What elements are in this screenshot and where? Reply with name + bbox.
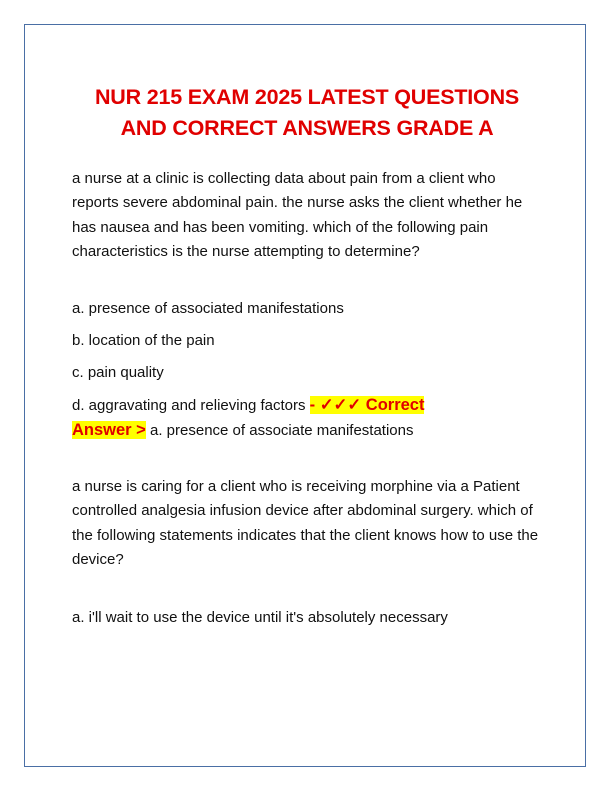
option-d: d. aggravating and relieving factors: [72, 397, 306, 415]
title-line-1: NUR 215 EXAM 2025 LATEST QUESTIONS: [94, 85, 520, 109]
option-a: a. presence of associated manifestations: [72, 300, 344, 318]
q2-option-a: a. i'll wait to use the device until it's absolutely necessary: [72, 609, 448, 627]
option-c: c. pain quality: [72, 364, 164, 382]
document-title: [72, 82, 542, 144]
question-2-options: [72, 606, 542, 630]
option-b: b. location of the pain: [72, 332, 215, 350]
question-1-text: a nurse at a clinic is collecting data about pain from a client who reports severe abdominal pain. the nurse asks the client whether he has nausea and has been vomiting. which of the following pain characteristics is the nurse attempting to determine?: [72, 170, 523, 260]
document-body: [72, 82, 542, 630]
correct-answer-text: a. presence of associate manifestations: [145, 422, 414, 440]
correct-answer-marker-2: Answer >: [72, 421, 146, 440]
question-2-text: a nurse is caring for a client who is receiving morphine via a Patient controlled analgesia infusion device after abdominal surgery. which of the following statements indicates that the client knows how to use the device?: [72, 478, 539, 569]
option-d-with-answer: [72, 393, 542, 443]
title-line-2: AND CORRECT ANSWERS GRADE A: [120, 116, 494, 140]
question-1-options: [72, 297, 542, 443]
correct-answer-marker: - ✓✓✓ Correct: [309, 396, 425, 415]
